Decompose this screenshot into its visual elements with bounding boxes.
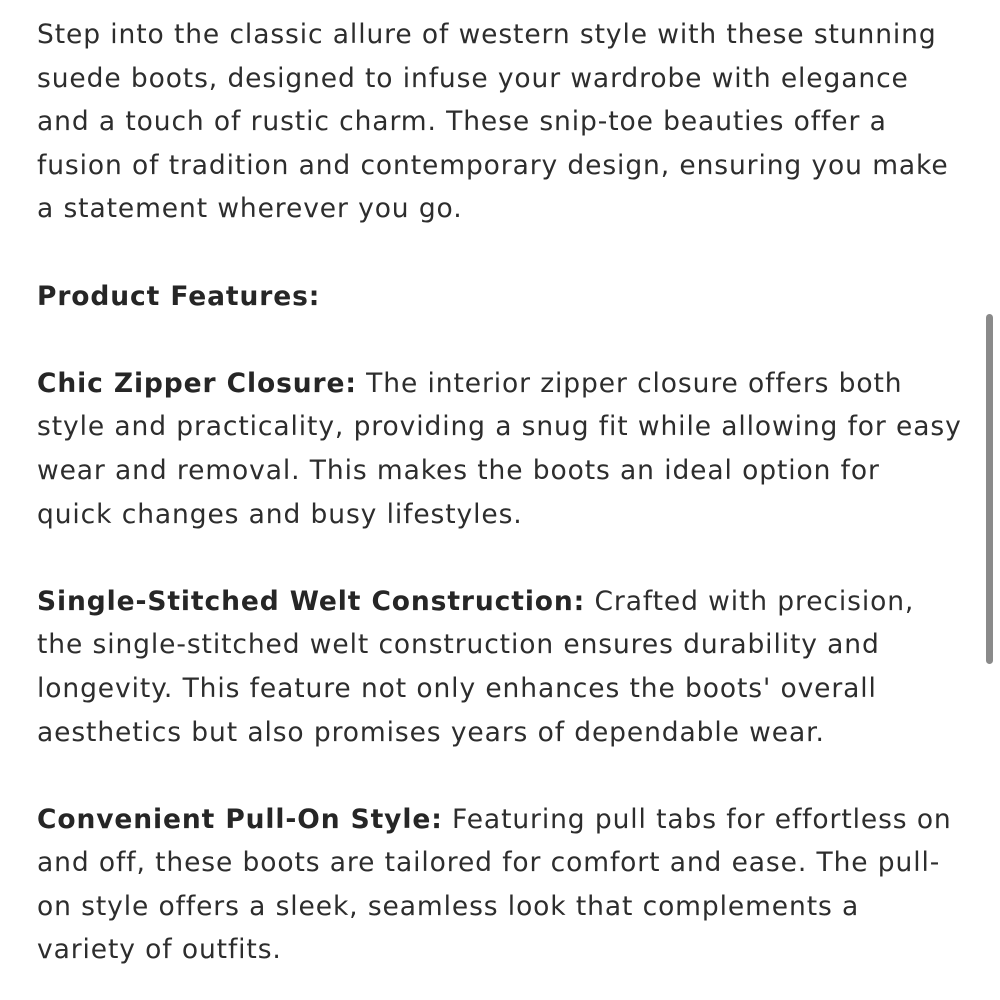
feature-title: Convenient Pull-On Style: (37, 803, 443, 835)
intro-paragraph: Step into the classic allure of western style with these stunning suede boots, designed to infuse your wardrobe with elegance and a touch of rustic charm. These snip-toe beauties offer a fusion of tradition and contemporary design, ensuring you make a statement wherever you go. (37, 19, 949, 225)
feature-text: The interior zipper closure offers both style and practicality, providing a snug fit while allowing for easy wear and removal. This makes the boots an ideal option for quick changes and busy lifestyles. (37, 367, 962, 530)
feature-welt-construction (37, 580, 962, 754)
scrollbar-thumb[interactable] (986, 314, 993, 664)
feature-zipper-closure (37, 362, 962, 536)
feature-text: Crafted with precision, the single-stitched welt construction ensures durability and longevity. This feature not only enhances the boots' overall aesthetics but also promises years of dependable wear. (37, 585, 915, 748)
feature-title: Chic Zipper Closure: (37, 367, 357, 399)
features-heading (37, 275, 962, 319)
product-description (37, 13, 962, 972)
feature-title: Single-Stitched Welt Construction: (37, 585, 586, 617)
feature-pull-on-style (37, 798, 962, 972)
feature-text: Featuring pull tabs for effortless on and off, these boots are tailored for comfort and ease. The pull-on style offers a sleek, seamless look that complements a variety of outfits. (37, 803, 952, 966)
features-heading-label: Product Features: (37, 280, 321, 312)
